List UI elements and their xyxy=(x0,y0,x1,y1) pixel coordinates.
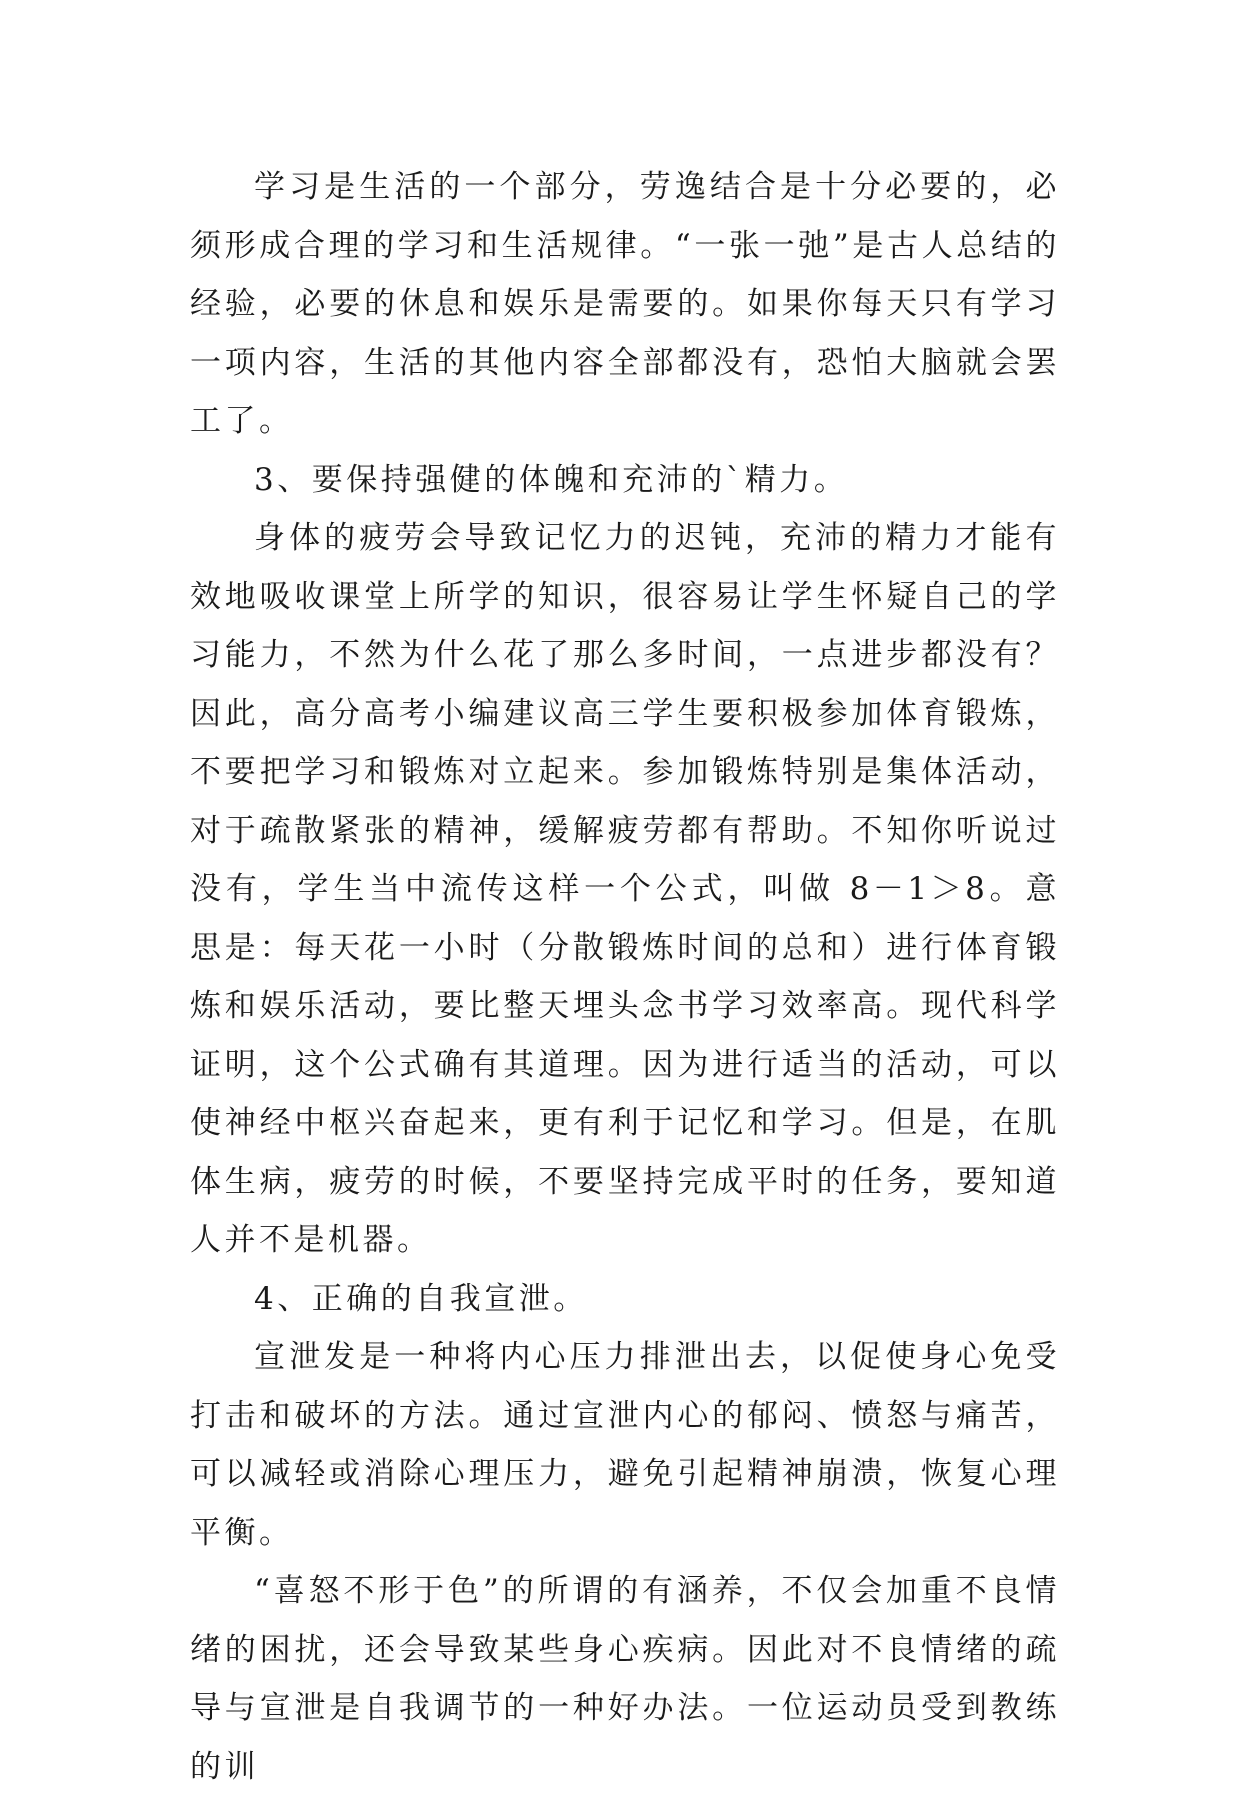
paragraph-balance-study-rest: 学习是生活的一个部分，劳逸结合是十分必要的，必须形成合理的学习和生活规律。“一张一弛”是古人总结的经验，必要的休息和娱乐是需要的。如果你每天只有学习一项内容，生活的其他内容全部都没有，恐怕大脑就会罢工了。 xyxy=(190,169,1060,439)
paragraph-emotion-regulation: “喜怒不形于色”的所谓的有涵养，不仅会加重不良情绪的困扰，还会导致某些身心疾病。因此对不良情绪的疏导与宣泄是自我调节的一种好办法。一位运动员受到教练的训 xyxy=(190,1573,1060,1785)
heading-point-4: 4、正确的自我宣泄。 xyxy=(254,1280,588,1317)
paragraph-emotional-release: 宣泄发是一种将内心压力排泄出去，以促使身心免受打击和破坏的方法。通过宣泄内心的郁闷、愤怒与痛苦，可以减轻或消除心理压力，避免引起精神崩溃，恢复心理平衡。 xyxy=(190,1339,1060,1551)
document-body xyxy=(190,158,1060,1796)
heading-point-3: 3、要保持强健的体魄和充沛的`精力。 xyxy=(254,461,849,498)
paragraph-physical-exercise: 身体的疲劳会导致记忆力的迟钝，充沛的精力才能有效地吸收课堂上所学的知识，很容易让学生怀疑自己的学习能力，不然为什么花了那么多时间，一点进步都没有？因此，高分高考小编建议高三学生要积极参加体育锻炼，不要把学习和锻炼对立起来。参加锻炼特别是集体活动，对于疏散紧张的精神，缓解疲劳都有帮助。不知你听说过没有，学生当中流传这样一个公式，叫做 8－1＞8。意思是：每天花一小时（分散锻炼时间的总和）进行体育锻炼和娱乐活动，要比整天埋头念书学习效率高。现代科学证明，这个公式确有其道理。因为进行适当的活动，可以使神经中枢兴奋起来，更有利于记忆和学习。但是，在肌体生病，疲劳的时候，不要坚持完成平时的任务，要知道人并不是机器。 xyxy=(190,520,1060,1258)
